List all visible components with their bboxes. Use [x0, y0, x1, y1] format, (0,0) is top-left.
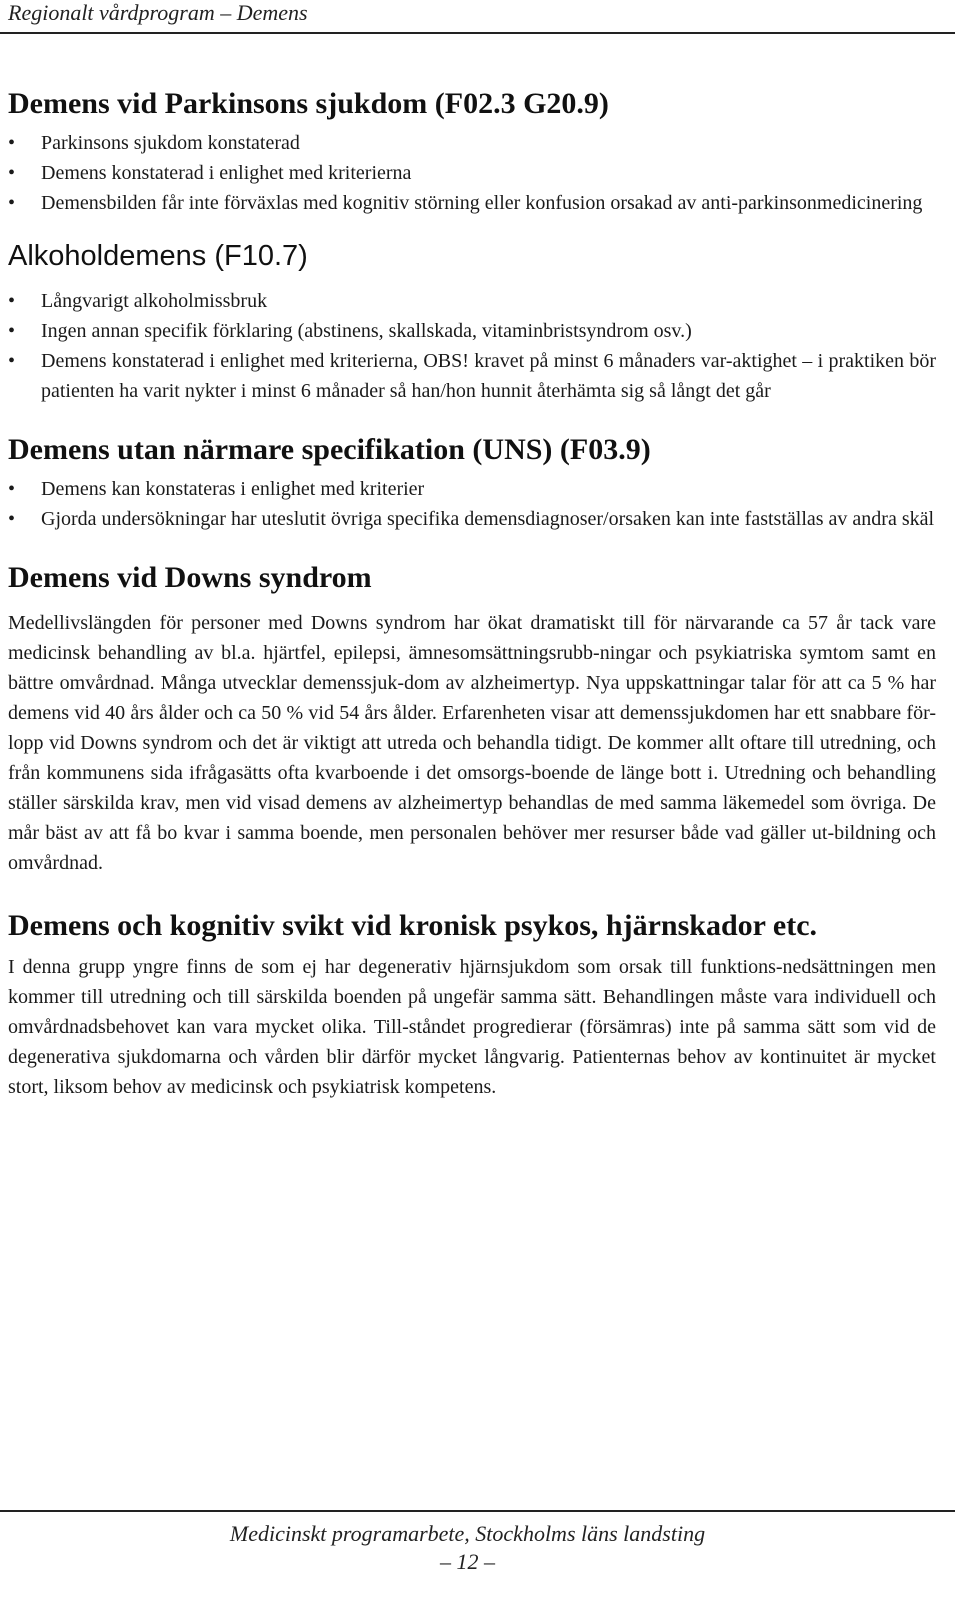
section-chronic-psychosis: [8, 906, 936, 1102]
list-item-text: Långvarigt alkoholmissbruk: [41, 290, 268, 312]
list-item-text: Gjorda undersökningar har uteslutit övriga specifika demensdiagnoser/orsaken kan inte fastställas av andra skäl: [41, 508, 935, 530]
bullet-icon: •: [8, 162, 16, 184]
bullet-list: [8, 286, 936, 406]
running-header: Regionalt vårdprogram – Demens: [8, 0, 308, 25]
list-item-text: Demens konstaterad i enlighet med kriterierna: [41, 162, 412, 184]
list-item-text: Parkinsons sjukdom konstaterad: [41, 132, 300, 154]
list-item-text: Demens konstaterad i enlighet med kriterierna, OBS! kravet på minst 6 månaders var-aktighet – i praktiken bör patienten ha varit nykter i minst 6 månader så han/hon hunnit återhämta sig så långt det går: [41, 350, 936, 402]
bullet-icon: •: [8, 132, 16, 154]
section-heading: Demens och kognitiv svikt vid kronisk psykos, hjärnskador etc.: [8, 909, 818, 942]
footer-rule: [0, 1510, 955, 1512]
list-item-text: Ingen annan specifik förklaring (abstinens, skallskada, vitaminbristsyndrom osv.): [41, 320, 692, 342]
list-item: [8, 474, 936, 504]
section-unspecified-dementia: [8, 430, 936, 534]
body-paragraph: I denna grupp yngre finns de som ej har degenerativ hjärnsjukdom som orsak till funktions-nedsättningen men kommer till utredning och till särskilda boenden på ungefär samma sätt. Behandlingen måste vara individuell och omvårdnadsbehovet kan vara mycket olika. Till-ståndet progredierar (försämras) inte på samma sätt som vid de degenerativa sjukdomarna och vården blir därför mycket långvarig. Patienternas behov av kontinuitet är mycket stort, liksom behov av medicinsk och psykiatrisk kompetens.: [8, 956, 936, 1098]
header-rule: [0, 32, 955, 34]
list-item-text: Demens kan konstateras i enlighet med kriterier: [41, 478, 425, 500]
list-item: [8, 286, 936, 316]
bullet-icon: •: [8, 478, 16, 500]
bullet-icon: •: [8, 508, 16, 530]
list-item: [8, 316, 936, 346]
list-item: [8, 158, 936, 188]
list-item: [8, 504, 936, 534]
section-heading: Alkoholdemens (F10.7): [8, 240, 308, 272]
section-heading: Demens vid Downs syndrom: [8, 561, 372, 594]
list-item: [8, 128, 936, 158]
bullet-list: [8, 474, 936, 534]
footer-organization: Medicinskt programarbete, Stockholms läns landsting: [229, 1521, 706, 1546]
section-heading: Demens utan närmare specifikation (UNS) (F03.9): [8, 433, 651, 466]
bullet-icon: •: [8, 290, 16, 312]
list-item-text: Demensbilden får inte förväxlas med kognitiv störning eller konfusion orsakad av anti-parkinsonmedicinering: [41, 192, 923, 214]
section-downs-syndrome: [8, 558, 936, 878]
list-item: [8, 346, 936, 406]
body-paragraph: Medellivslängden för personer med Downs syndrom har ökat dramatiskt till för närvarande ca 57 år tack vare medicinsk behandling av bl.a. hjärtfel, epilepsi, ämnesomsättningsrubb-ningar och psykiatriska symtom samt en bättre omvårdnad. Många utvecklar demenssjuk-dom av alzheimertyp. Nya uppskattningar talar för att ca 5 % har demens vid 40 års ålder och ca 50 % vid 54 års ålder. Erfarenheten visar att demenssjukdomen har ett snabbare för-lopp vid Downs syndrom och det är viktigt att utreda och behandla tidigt. De kommer allt oftare till utredning, och från kommunens sida ifrågasätts ofta kvarboende i det omsorgs-boende de länge bott i. Utredning och behandling ställer särskilda krav, men vid visad demens av alzheimertyp behandlas de med samma läkemedel som övriga. De mår bäst av att få bo kvar i samma boende, men personalen behöver mer resurser både vad gäller ut-bildning och omvårdnad.: [8, 612, 936, 874]
list-item: [8, 188, 936, 218]
page-content: [8, 84, 936, 1102]
section-parkinson-dementia: [8, 84, 936, 218]
section-alcohol-dementia: [8, 236, 936, 406]
bullet-list: [8, 128, 936, 218]
bullet-icon: •: [8, 350, 16, 372]
bullet-icon: •: [8, 192, 16, 214]
bullet-icon: •: [8, 320, 16, 342]
section-heading: Demens vid Parkinsons sjukdom (F02.3 G20.9): [8, 87, 609, 120]
page-number: – 12 –: [440, 1549, 495, 1574]
